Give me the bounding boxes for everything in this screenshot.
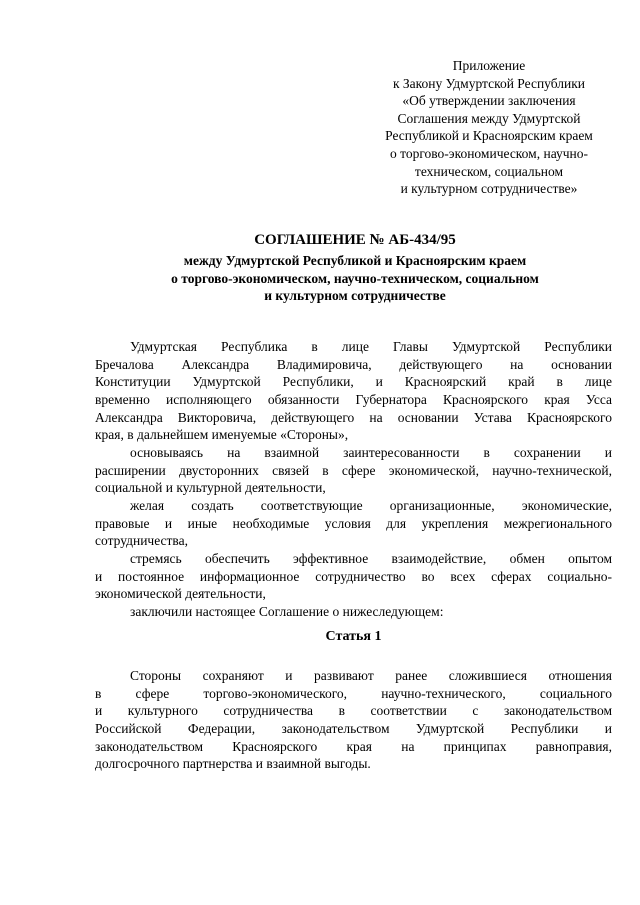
appendix-line: техническом, социальном	[414, 163, 564, 179]
appendix-note	[360, 57, 618, 198]
paragraph-line: края, в дальнейшем именуемые «Стороны»,	[95, 427, 349, 443]
appendix-line: Приложение	[452, 58, 526, 73]
paragraph-line: Стороны сохраняют и развивают ранее сложившиеся отношения	[130, 668, 612, 683]
preamble-paragraph-conditions	[95, 497, 612, 550]
subtitle-line: между Удмуртской Республикой и Красноярским краем	[183, 253, 527, 268]
paragraph-line: законодательством Красноярского края на принципах равноправия,	[95, 738, 612, 754]
document-title-block	[100, 230, 610, 305]
article-1-text	[95, 667, 612, 773]
paragraph-line: расширении двусторонних связей в сфере экономической, научно-технической,	[95, 462, 612, 478]
paragraph-line: экономической деятельности,	[95, 586, 266, 602]
paragraph-line: и постоянное информационное сотрудничество во всех сферах социально-	[95, 568, 612, 584]
preamble-paragraph-cooperation	[95, 550, 612, 603]
paragraph-line: Удмуртская Республика в лице Главы Удмуртской Республики	[130, 339, 612, 354]
preamble-paragraph-agreed	[95, 603, 612, 621]
appendix-line: о торгово-экономическом, научно-	[389, 145, 589, 161]
paragraph-line: Конституции Удмуртской Республики, и Красноярский край в лице	[95, 374, 612, 390]
subtitle-line: и культурном сотрудничестве	[264, 288, 446, 303]
subtitle-line: о торгово-экономическом, научно-техническом, социальном	[171, 270, 539, 286]
paragraph-line: временно исполняющего обязанности Губернатора Красноярского края Усса	[95, 392, 612, 408]
appendix-line: Республикой и Красноярским краем	[385, 128, 593, 144]
preamble-paragraph-interest	[95, 444, 612, 497]
paragraph-line: Российской Федерации, законодательством Удмуртской Республики и	[95, 721, 612, 737]
paragraph-line: правовые и иные необходимые условия для укрепления межрегионального	[95, 515, 612, 531]
paragraph-line: в сфере торгово-экономического, научно-технического, социального	[95, 685, 612, 701]
paragraph-line: стремясь обеспечить эффективное взаимодействие, обмен опытом	[130, 551, 612, 566]
paragraph-line: основываясь на взаимной заинтересованности в сохранении и	[130, 445, 612, 460]
preamble-paragraph-parties	[95, 338, 612, 444]
paragraph-line: сотрудничества,	[95, 533, 188, 549]
paragraph-line: заключили настоящее Соглашение о нижеследующем:	[130, 604, 444, 619]
paragraph-line: долгосрочного партнерства и взаимной выгоды.	[95, 756, 371, 772]
appendix-line: и культурном сотрудничестве»	[400, 181, 578, 197]
appendix-line: к Закону Удмуртской Республики	[392, 75, 586, 91]
appendix-line: «Об утверждении заключения	[402, 93, 576, 109]
paragraph-line: Бречалова Александра Владимировича, действующего на основании	[95, 356, 612, 372]
document-subtitle	[100, 252, 610, 305]
paragraph-line: желая создать соответствующие организационные, экономические,	[130, 498, 612, 513]
article-1-heading: Статья 1	[325, 629, 382, 644]
paragraph-line: и культурного сотрудничества в соответствии с законодательством	[95, 703, 612, 719]
appendix-line: Соглашения между Удмуртской	[397, 110, 581, 126]
paragraph-line: Александра Викторовича, действующего на основании Устава Красноярского	[95, 409, 612, 425]
document-title: СОГЛАШЕНИЕ № АБ-434/95	[254, 232, 456, 248]
paragraph-line: социальной и культурной деятельности,	[95, 480, 326, 496]
